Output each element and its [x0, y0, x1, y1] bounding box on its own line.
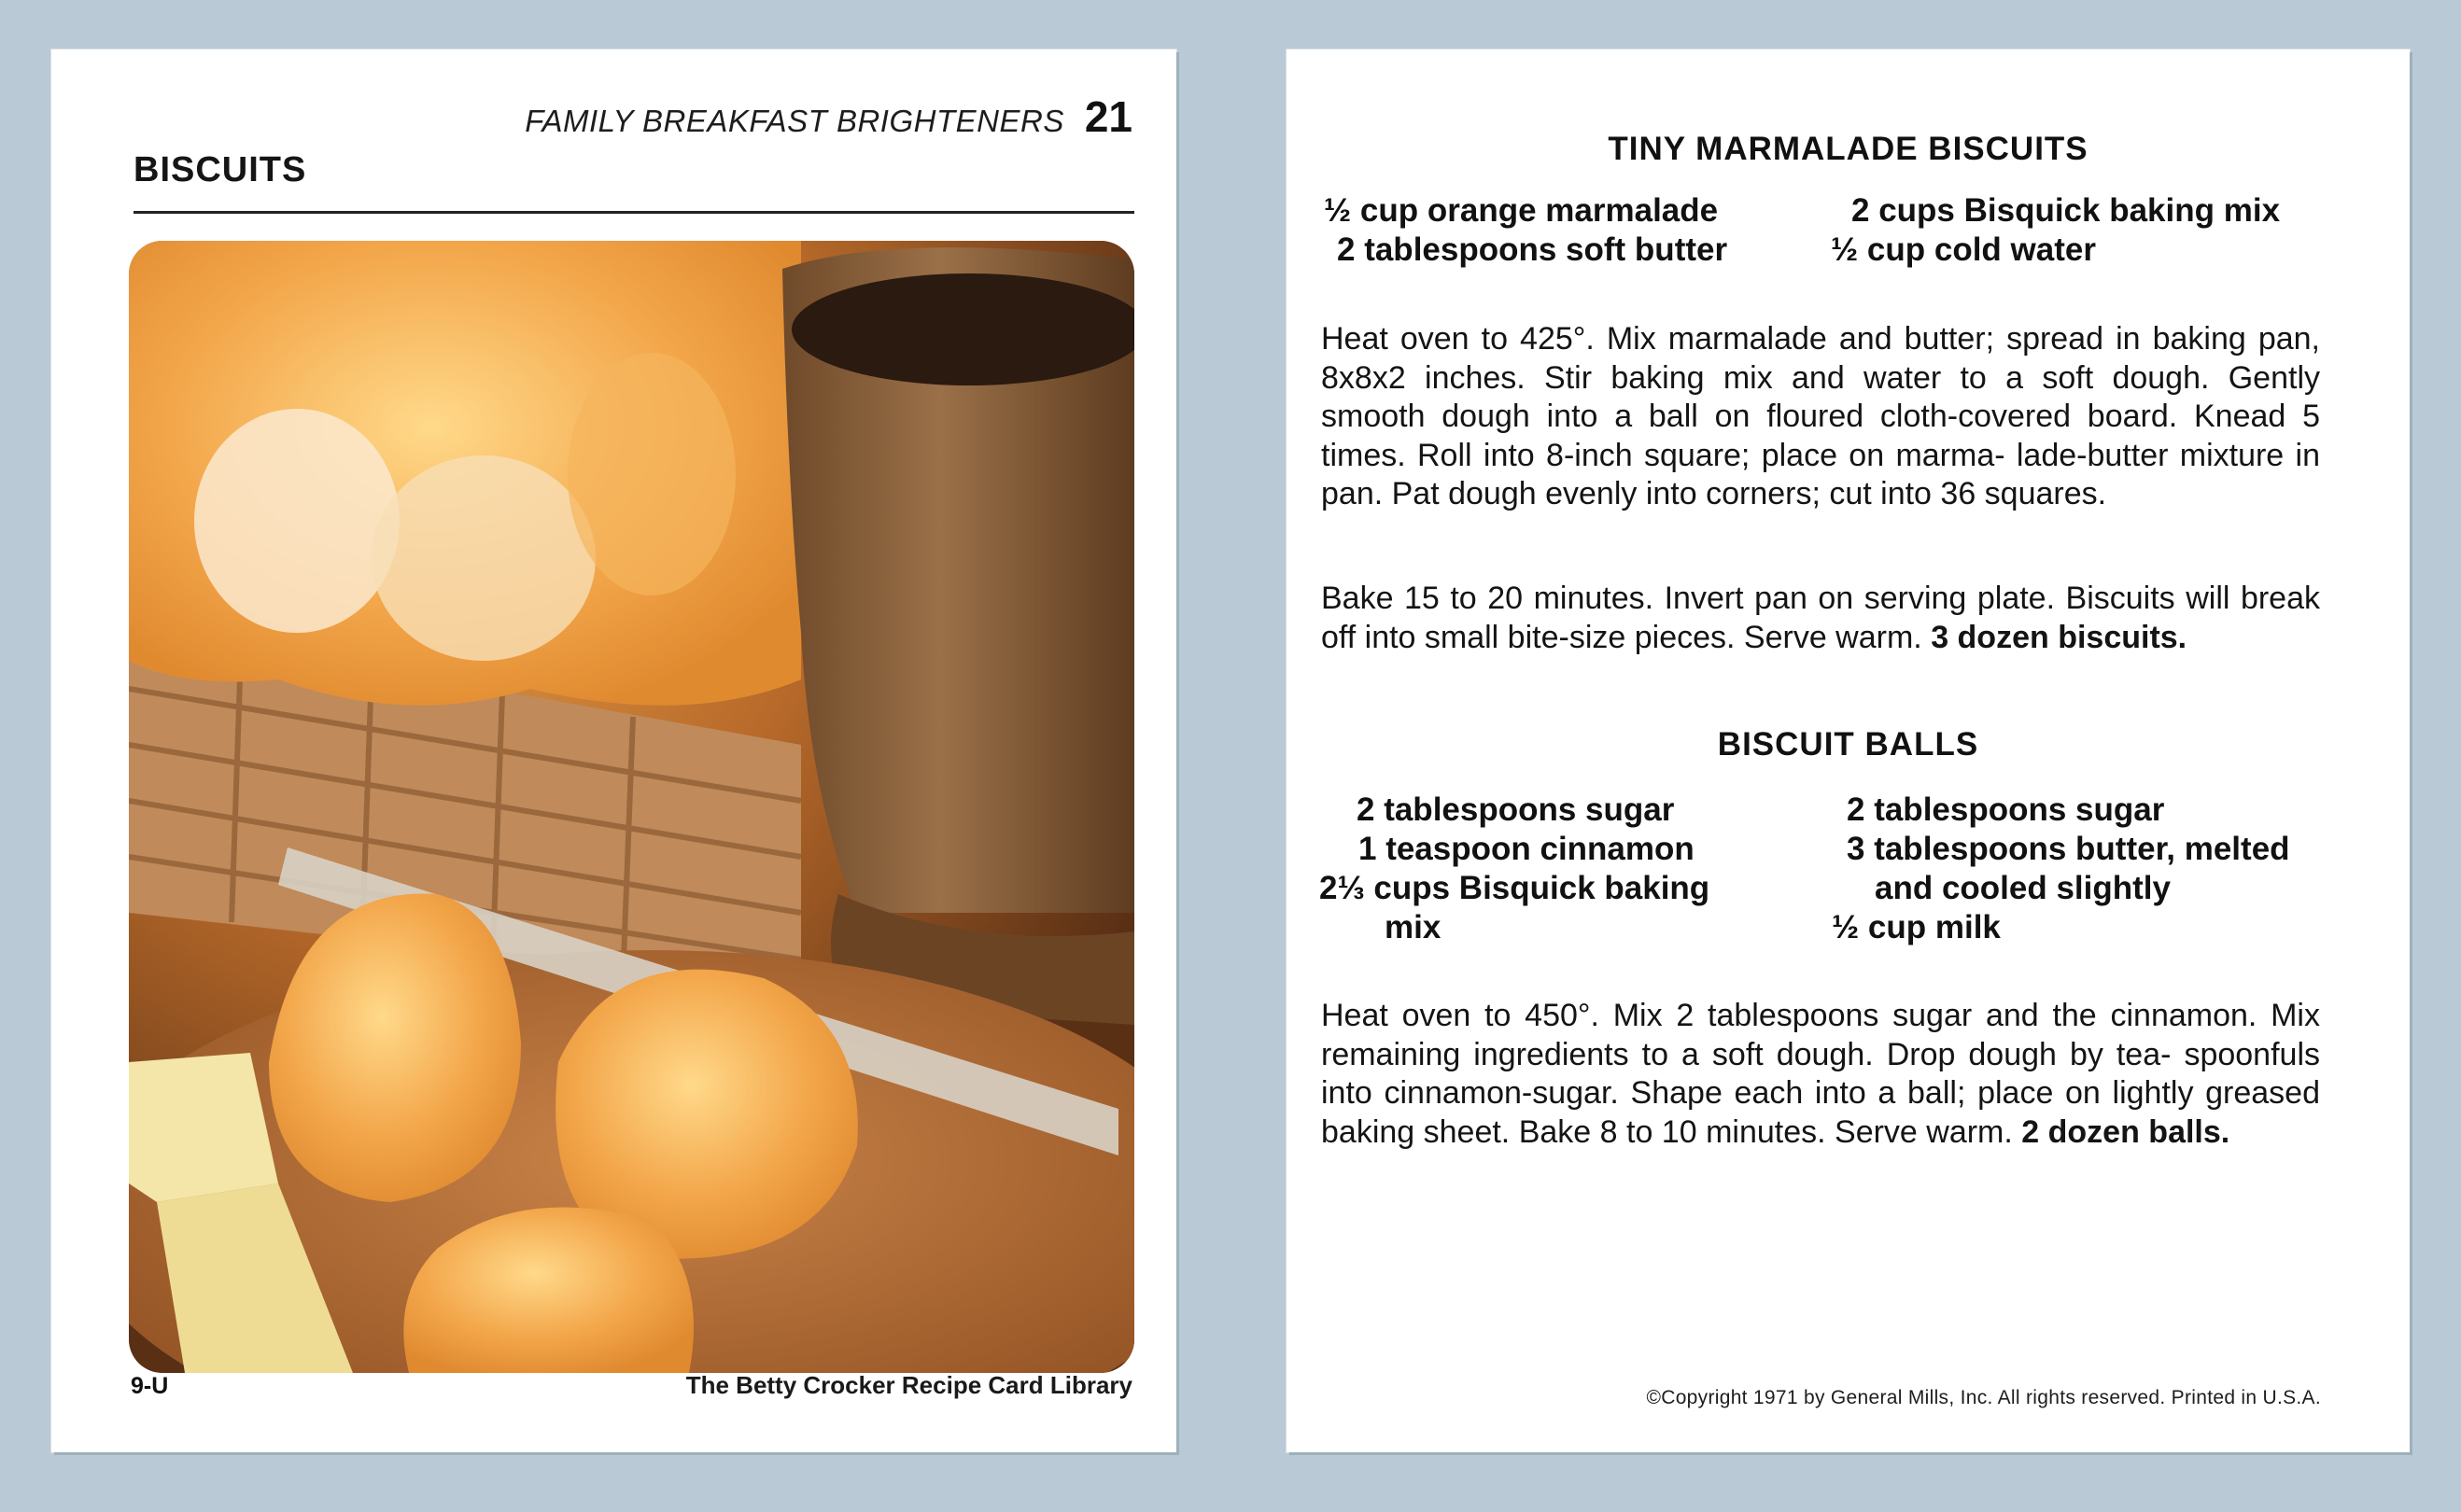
recipe2-ingredients-left [1319, 791, 1710, 947]
ingredient-line: 2 tablespoons sugar [1357, 791, 1675, 828]
recipe1-ingredients-right [1831, 191, 2280, 270]
recipe1-title: TINY MARMALADE BISCUITS [1608, 131, 2088, 167]
ingredient-line: 2 cups Bisquick baking mix [1851, 192, 2281, 229]
series-name: FAMILY BREAKFAST BRIGHTENERS [525, 104, 1064, 138]
recipe1-ingredients-left [1324, 191, 1727, 270]
ingredient-line: ½ cup milk [1832, 909, 2001, 945]
library-name: The Betty Crocker Recipe Card Library [685, 1371, 1132, 1399]
title-divider [134, 211, 1134, 214]
recipe-photo [129, 241, 1134, 1373]
card-title: BISCUITS [134, 150, 307, 189]
recipe1-baking-instructions [1321, 580, 2320, 657]
ingredient-line: and cooled slightly [1875, 870, 2171, 906]
ingredient-line: mix [1385, 909, 1441, 945]
recipe1-yield: 3 dozen biscuits. [1931, 619, 2187, 655]
recipe2-ingredients-right [1832, 791, 2290, 947]
recipe-card-back [1287, 49, 2410, 1452]
series-number: 21 [1084, 92, 1132, 141]
ingredient-line: 3 tablespoons butter, melted [1847, 831, 2290, 867]
ingredient-line: 2 tablespoons sugar [1847, 791, 2165, 828]
recipe2-directions [1321, 997, 2320, 1152]
copyright-notice: ©Copyright 1971 by General Mills, Inc. All rights reserved. Printed in U.S.A. [1646, 1387, 2321, 1408]
ingredient-line: ½ cup orange marmalade [1324, 192, 1719, 229]
recipe1-bake-text: Bake 15 to 20 minutes. Invert pan on serving plate. Biscuits will break off into small bite-size pieces. Serve warm. [1321, 581, 2320, 655]
ingredient-line: 2⅓ cups Bisquick baking [1319, 870, 1710, 906]
recipe2-title: BISCUIT BALLS [1717, 726, 1979, 763]
ingredient-line: 1 teaspoon cinnamon [1358, 831, 1695, 867]
recipe2-yield: 2 dozen balls. [2021, 1113, 2230, 1150]
recipe-card-front [51, 49, 1176, 1452]
ingredient-line: 2 tablespoons soft butter [1337, 231, 1728, 268]
recipe1-directions: Heat oven to 425°. Mix marmalade and butter; spread in baking pan, 8x8x2 inches. Stir baking mix and water to a soft dough. Gently smooth dough into a ball on floured cloth-covered board. Knead 5 times. Roll into 8-inch square; place on marma- lade-butter mixture in pan. Pat dough evenly into corners; cut into 36 squares. [1321, 321, 2320, 511]
card-code: 9-U [131, 1373, 169, 1399]
biscuit-photo-illustration [129, 241, 1134, 1373]
series-header [525, 91, 1132, 142]
recipe2-directions-text: Heat oven to 450°. Mix 2 tablespoons sugar and the cinnamon. Mix remaining ingredients to a soft dough. Drop dough by tea- spoonfuls into cinnamon-sugar. Shape each into a ball; place on lightly greased baking sheet. Bake 8 to 10 minutes. Serve warm. [1321, 998, 2320, 1150]
ingredient-line: ½ cup cold water [1831, 231, 2096, 268]
